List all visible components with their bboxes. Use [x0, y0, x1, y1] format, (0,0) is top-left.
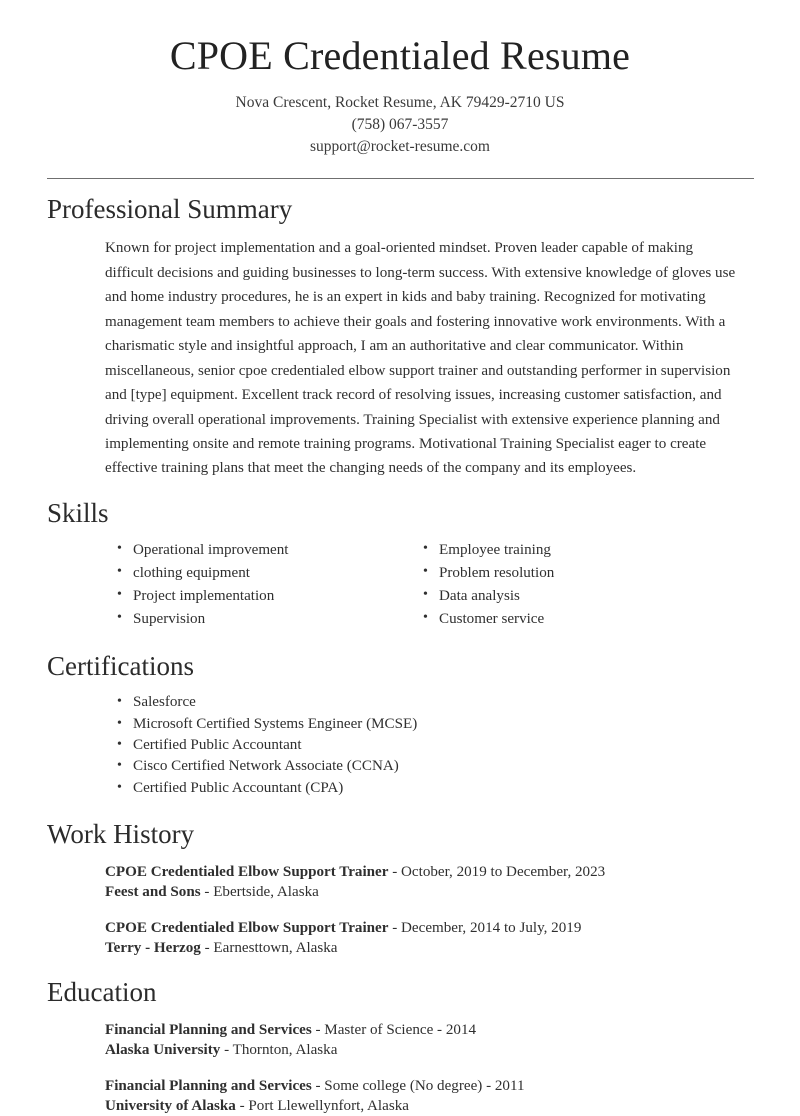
- education-location: - Port Llewellynfort, Alaska: [235, 1098, 409, 1115]
- certifications-list-wrap: [105, 693, 753, 800]
- list-item: [421, 541, 727, 564]
- certification-label: Microsoft Certified Systems Engineer (MCSE): [133, 715, 418, 732]
- skill-label: Operational improvement: [133, 541, 289, 558]
- skills-list-left: [115, 541, 421, 634]
- certification-label: Certified Public Accountant: [133, 737, 302, 754]
- skills-column-left: [115, 541, 421, 634]
- list-item: [421, 564, 727, 587]
- contact-phone: (758) 067-3557: [351, 115, 449, 133]
- certification-label: Salesforce: [133, 694, 196, 711]
- work-entry-title-line: [105, 862, 753, 882]
- skill-label: Supervision: [133, 611, 206, 628]
- education-location: - Thornton, Alaska: [220, 1041, 338, 1058]
- skills-body: [47, 541, 753, 634]
- section-heading-education: Education: [47, 977, 157, 1008]
- list-item: [115, 564, 421, 587]
- education-degree: - Some college (No degree) - 2011: [311, 1078, 525, 1095]
- skill-label: clothing equipment: [133, 564, 250, 581]
- skills-columns: [105, 541, 753, 634]
- education-program: Financial Planning and Services: [105, 1078, 312, 1095]
- skills-column-right: [421, 541, 727, 634]
- company-location: - Earnesttown, Alaska: [200, 940, 338, 957]
- work-history-body: [47, 862, 753, 958]
- education-entry: [105, 1020, 753, 1060]
- skill-label: Customer service: [439, 611, 545, 628]
- header-divider: [47, 178, 754, 179]
- education-degree: - Master of Science - 2014: [311, 1021, 477, 1038]
- work-entry-company-line: [105, 938, 753, 958]
- list-item: [115, 736, 753, 757]
- professional-summary-body: [47, 236, 753, 480]
- certification-label: Cisco Certified Network Associate (CCNA): [133, 758, 399, 775]
- education-body: [47, 1020, 753, 1116]
- resume-content: [0, 195, 800, 1116]
- certification-label: Certified Public Accountant (CPA): [133, 779, 344, 796]
- work-history-entry: [105, 918, 753, 958]
- education-entry-school-line: [105, 1040, 753, 1060]
- work-entry-company-line: [105, 882, 753, 902]
- education-program: Financial Planning and Services: [105, 1021, 312, 1038]
- list-item: [115, 715, 753, 736]
- resume-header: [0, 0, 800, 158]
- certifications-list: [115, 693, 753, 800]
- skill-label: Project implementation: [133, 588, 275, 605]
- education-school: University of Alaska: [105, 1098, 236, 1115]
- list-item: [115, 757, 753, 778]
- list-item: [115, 610, 421, 633]
- section-skills: [47, 499, 753, 634]
- list-item: [421, 610, 727, 633]
- skills-list-right: [421, 541, 727, 634]
- section-heading-professional-summary: Professional Summary: [47, 193, 293, 224]
- section-work-history: [47, 820, 753, 958]
- professional-summary-text: Known for project implementation and a goal-oriented mindset. Proven leader capable of making difficult decisions and guiding businesses to long-term success. With extensive knowledge of gloves use and home industry procedures, he is an expert in kids and baby training. Recognized for motivating management team members to achieve their goals and fostering innovative work environments. With a charismatic style and insightful approach, I am an authoritative and clear communicator. Within miscellaneous, senior cpoe credentialed elbow support trainer and outstanding performer in supervision and [type] equipment. Excellent track record of resolving issues, increasing customer satisfaction, and driving overall operational improvements. Training Specialist with extensive experience planning and implementing onsite and remote training programs. Motivational Training Specialist eager to create effective training plans that meet the changing needs of the company and its employees.: [105, 240, 736, 477]
- work-entry-title-line: [105, 918, 753, 938]
- job-title: CPOE Credentialed Elbow Support Trainer: [105, 863, 389, 880]
- section-heading-skills: Skills: [47, 497, 109, 528]
- job-title: CPOE Credentialed Elbow Support Trainer: [105, 920, 389, 937]
- contact-address: Nova Crescent, Rocket Resume, AK 79429-2710 US: [235, 93, 565, 111]
- list-item: [421, 587, 727, 610]
- section-certifications: [47, 652, 753, 801]
- section-professional-summary: [47, 195, 753, 481]
- section-heading-work-history: Work History: [47, 819, 195, 850]
- education-school: Alaska University: [105, 1041, 221, 1058]
- company-name: Feest and Sons: [105, 884, 201, 901]
- page-title: CPOE Credentialed Resume: [169, 33, 631, 78]
- skill-label: Data analysis: [439, 588, 520, 605]
- education-entry: [105, 1076, 753, 1116]
- education-entry-program-line: [105, 1076, 753, 1096]
- section-heading-certifications: Certifications: [47, 650, 194, 681]
- list-item: [115, 587, 421, 610]
- education-entry-school-line: [105, 1096, 753, 1116]
- list-item: [115, 541, 421, 564]
- work-history-entry: [105, 862, 753, 902]
- list-item: [115, 693, 753, 714]
- certifications-body: [47, 693, 753, 800]
- section-education: [47, 978, 753, 1116]
- contact-email: support@rocket-resume.com: [310, 137, 490, 155]
- company-location: - Ebertside, Alaska: [200, 884, 319, 901]
- skill-label: Employee training: [439, 541, 551, 558]
- job-dates: - October, 2019 to December, 2023: [388, 863, 606, 880]
- job-dates: - December, 2014 to July, 2019: [388, 920, 582, 937]
- company-name: Terry - Herzog: [105, 940, 201, 957]
- skill-label: Problem resolution: [439, 564, 555, 581]
- list-item: [115, 779, 753, 800]
- education-entry-program-line: [105, 1020, 753, 1040]
